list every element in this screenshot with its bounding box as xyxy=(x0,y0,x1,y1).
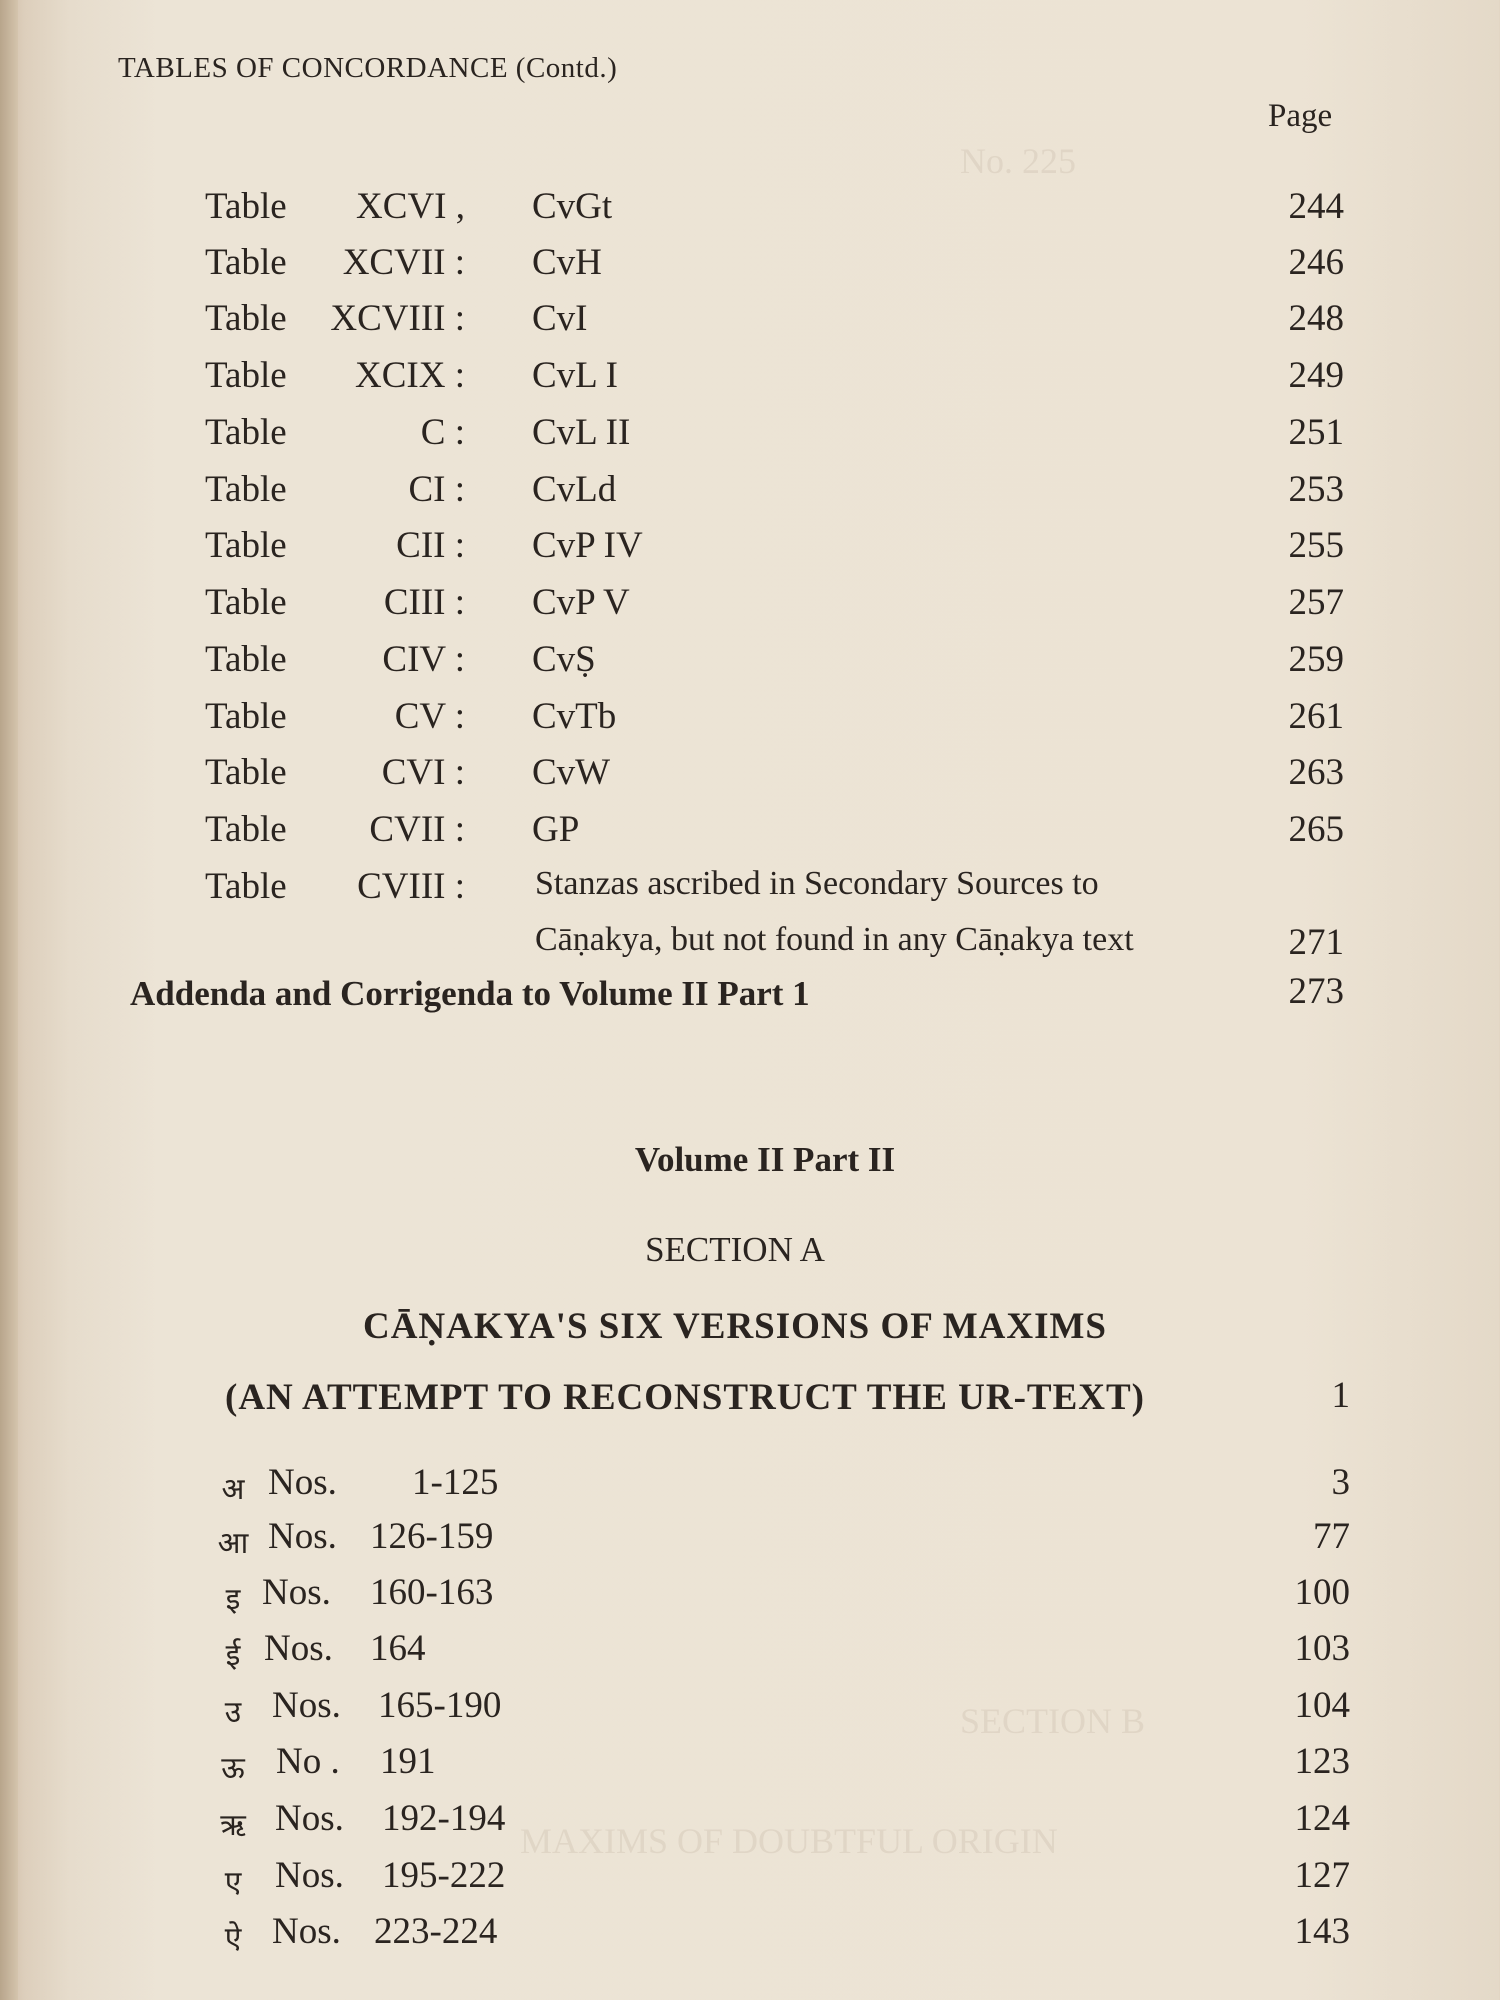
nos-label: Nos. xyxy=(275,1855,344,1896)
list-page: 124 xyxy=(1294,1798,1350,1839)
devanagari-letter: इ xyxy=(225,1582,241,1617)
table-numeral: CVII : xyxy=(369,809,465,850)
table-page: 249 xyxy=(1288,355,1344,396)
table-page: 248 xyxy=(1288,298,1344,339)
number-range: 126-159 xyxy=(370,1516,494,1557)
table-code: CvṢ xyxy=(532,639,596,680)
section-label: SECTION A xyxy=(645,1230,825,1269)
table-page: 271 xyxy=(1288,922,1344,963)
list-page: 100 xyxy=(1294,1572,1350,1613)
section-subtitle: (AN ATTEMPT TO RECONSTRUCT THE UR-TEXT) xyxy=(225,1377,1145,1418)
show-through-decoration: SECTION B xyxy=(960,1701,1146,1741)
devanagari-letter: ऊ xyxy=(221,1751,245,1786)
table-code: GP xyxy=(532,809,580,850)
table-entry xyxy=(0,185,1500,235)
table-numeral: CIII : xyxy=(383,582,465,623)
number-range: 160-163 xyxy=(370,1572,494,1613)
table-entry xyxy=(0,695,1500,745)
table-word: Table xyxy=(205,525,287,566)
list-item xyxy=(0,1461,1500,1511)
table-page: 244 xyxy=(1288,186,1344,227)
table-word: Table xyxy=(205,866,287,907)
addenda-page: 273 xyxy=(1288,971,1344,1012)
table-entry-continuation xyxy=(0,921,1500,971)
table-numeral: CV : xyxy=(394,696,465,737)
table-description: Cāṇakya, but not found in any Cāṇakya text xyxy=(535,921,1134,958)
list-item xyxy=(0,1627,1500,1677)
number-range: 223-224 xyxy=(374,1911,498,1952)
table-page: 253 xyxy=(1288,469,1344,510)
nos-label: Nos. xyxy=(264,1628,333,1669)
table-page: 265 xyxy=(1288,809,1344,850)
nos-label: No . xyxy=(276,1741,340,1782)
nos-label: Nos. xyxy=(272,1911,341,1952)
list-page: 143 xyxy=(1294,1911,1350,1952)
table-code: CvI xyxy=(532,298,588,339)
table-word: Table xyxy=(205,242,287,283)
number-range: 165-190 xyxy=(378,1685,502,1726)
table-page: 263 xyxy=(1288,752,1344,793)
list-page: 3 xyxy=(1331,1462,1350,1503)
section-subtitle-page: 1 xyxy=(1331,1375,1350,1416)
table-page: 255 xyxy=(1288,525,1344,566)
table-page: 246 xyxy=(1288,242,1344,283)
table-numeral: C : xyxy=(420,412,465,453)
table-page: 259 xyxy=(1288,639,1344,680)
devanagari-letter: ऐ xyxy=(224,1921,242,1956)
volume-heading: Volume II Part II xyxy=(634,1140,896,1179)
show-through-decoration: MAXIMS OF DOUBTFUL ORIGIN xyxy=(520,1821,1058,1861)
table-word: Table xyxy=(205,412,287,453)
table-numeral: XCVII : xyxy=(342,242,465,283)
table-code: CvL I xyxy=(532,355,618,396)
table-entry xyxy=(0,581,1500,631)
table-entry xyxy=(0,241,1500,291)
table-word: Table xyxy=(205,298,287,339)
table-code: CvGt xyxy=(532,186,613,227)
table-entry xyxy=(0,524,1500,574)
table-page: 261 xyxy=(1288,696,1344,737)
number-range: 164 xyxy=(370,1628,426,1669)
table-page: 257 xyxy=(1288,582,1344,623)
list-page: 127 xyxy=(1294,1855,1350,1896)
table-code: CvH xyxy=(532,242,602,283)
table-entry xyxy=(0,468,1500,518)
table-numeral: XCVIII : xyxy=(330,298,465,339)
list-item xyxy=(0,1797,1500,1847)
table-numeral: CII : xyxy=(396,525,465,566)
table-numeral: CVIII : xyxy=(357,866,465,907)
devanagari-letter: उ xyxy=(224,1695,242,1730)
list-page: 123 xyxy=(1294,1741,1350,1782)
list-page: 77 xyxy=(1313,1516,1350,1557)
section-title: CĀṆAKYA'S SIX VERSIONS OF MAXIMS xyxy=(362,1306,1108,1347)
number-range: 191 xyxy=(380,1741,436,1782)
devanagari-letter: ऋ xyxy=(220,1808,246,1843)
table-entry xyxy=(0,411,1500,461)
table-code: CvL II xyxy=(532,412,631,453)
devanagari-letter: ई xyxy=(225,1638,241,1673)
table-code: CvLd xyxy=(532,469,617,510)
list-item xyxy=(0,1571,1500,1621)
table-word: Table xyxy=(205,355,287,396)
table-description: Stanzas ascribed in Secondary Sources to xyxy=(535,865,1099,902)
nos-label: Nos. xyxy=(275,1798,344,1839)
table-word: Table xyxy=(205,639,287,680)
table-word: Table xyxy=(205,696,287,737)
table-entry xyxy=(0,638,1500,688)
devanagari-letter: अ xyxy=(221,1472,245,1507)
addenda-entry: Addenda and Corrigenda to Volume II Part 1 xyxy=(130,974,810,1013)
table-word: Table xyxy=(205,582,287,623)
table-numeral: CI : xyxy=(408,469,465,510)
number-range: 195-222 xyxy=(382,1855,506,1896)
table-numeral: CIV : xyxy=(382,639,465,680)
nos-label: Nos. xyxy=(272,1685,341,1726)
list-item xyxy=(0,1515,1500,1565)
table-numeral: XCVI , xyxy=(356,186,465,227)
table-entry xyxy=(0,751,1500,801)
table-code: CvP IV xyxy=(532,525,643,566)
list-item xyxy=(0,1854,1500,1904)
running-head: TABLES OF CONCORDANCE (Contd.) xyxy=(118,52,618,84)
list-page: 103 xyxy=(1294,1628,1350,1669)
table-numeral: XCIX : xyxy=(355,355,465,396)
table-entry xyxy=(0,297,1500,347)
number-range: 192-194 xyxy=(382,1798,506,1839)
table-entry xyxy=(0,808,1500,858)
devanagari-letter: ए xyxy=(224,1865,242,1900)
list-page: 104 xyxy=(1294,1685,1350,1726)
devanagari-letter: आ xyxy=(217,1526,249,1561)
table-page: 251 xyxy=(1288,412,1344,453)
number-range: 1-125 xyxy=(412,1462,499,1503)
table-code: CvTb xyxy=(532,696,617,737)
table-entry xyxy=(0,354,1500,404)
page-column-label: Page xyxy=(1268,98,1333,134)
table-word: Table xyxy=(205,752,287,793)
table-code: CvW xyxy=(532,752,611,793)
table-word: Table xyxy=(205,186,287,227)
table-entry xyxy=(0,865,1500,915)
table-word: Table xyxy=(205,809,287,850)
table-code: CvP V xyxy=(532,582,630,623)
show-through-decoration: No. 225 xyxy=(960,141,1076,181)
table-word: Table xyxy=(205,469,287,510)
list-item xyxy=(0,1684,1500,1734)
nos-label: Nos. xyxy=(268,1516,337,1557)
list-item xyxy=(0,1910,1500,1960)
table-numeral: CVI : xyxy=(381,752,465,793)
nos-label: Nos. xyxy=(262,1572,331,1613)
nos-label: Nos. xyxy=(268,1462,337,1503)
list-item xyxy=(0,1740,1500,1790)
